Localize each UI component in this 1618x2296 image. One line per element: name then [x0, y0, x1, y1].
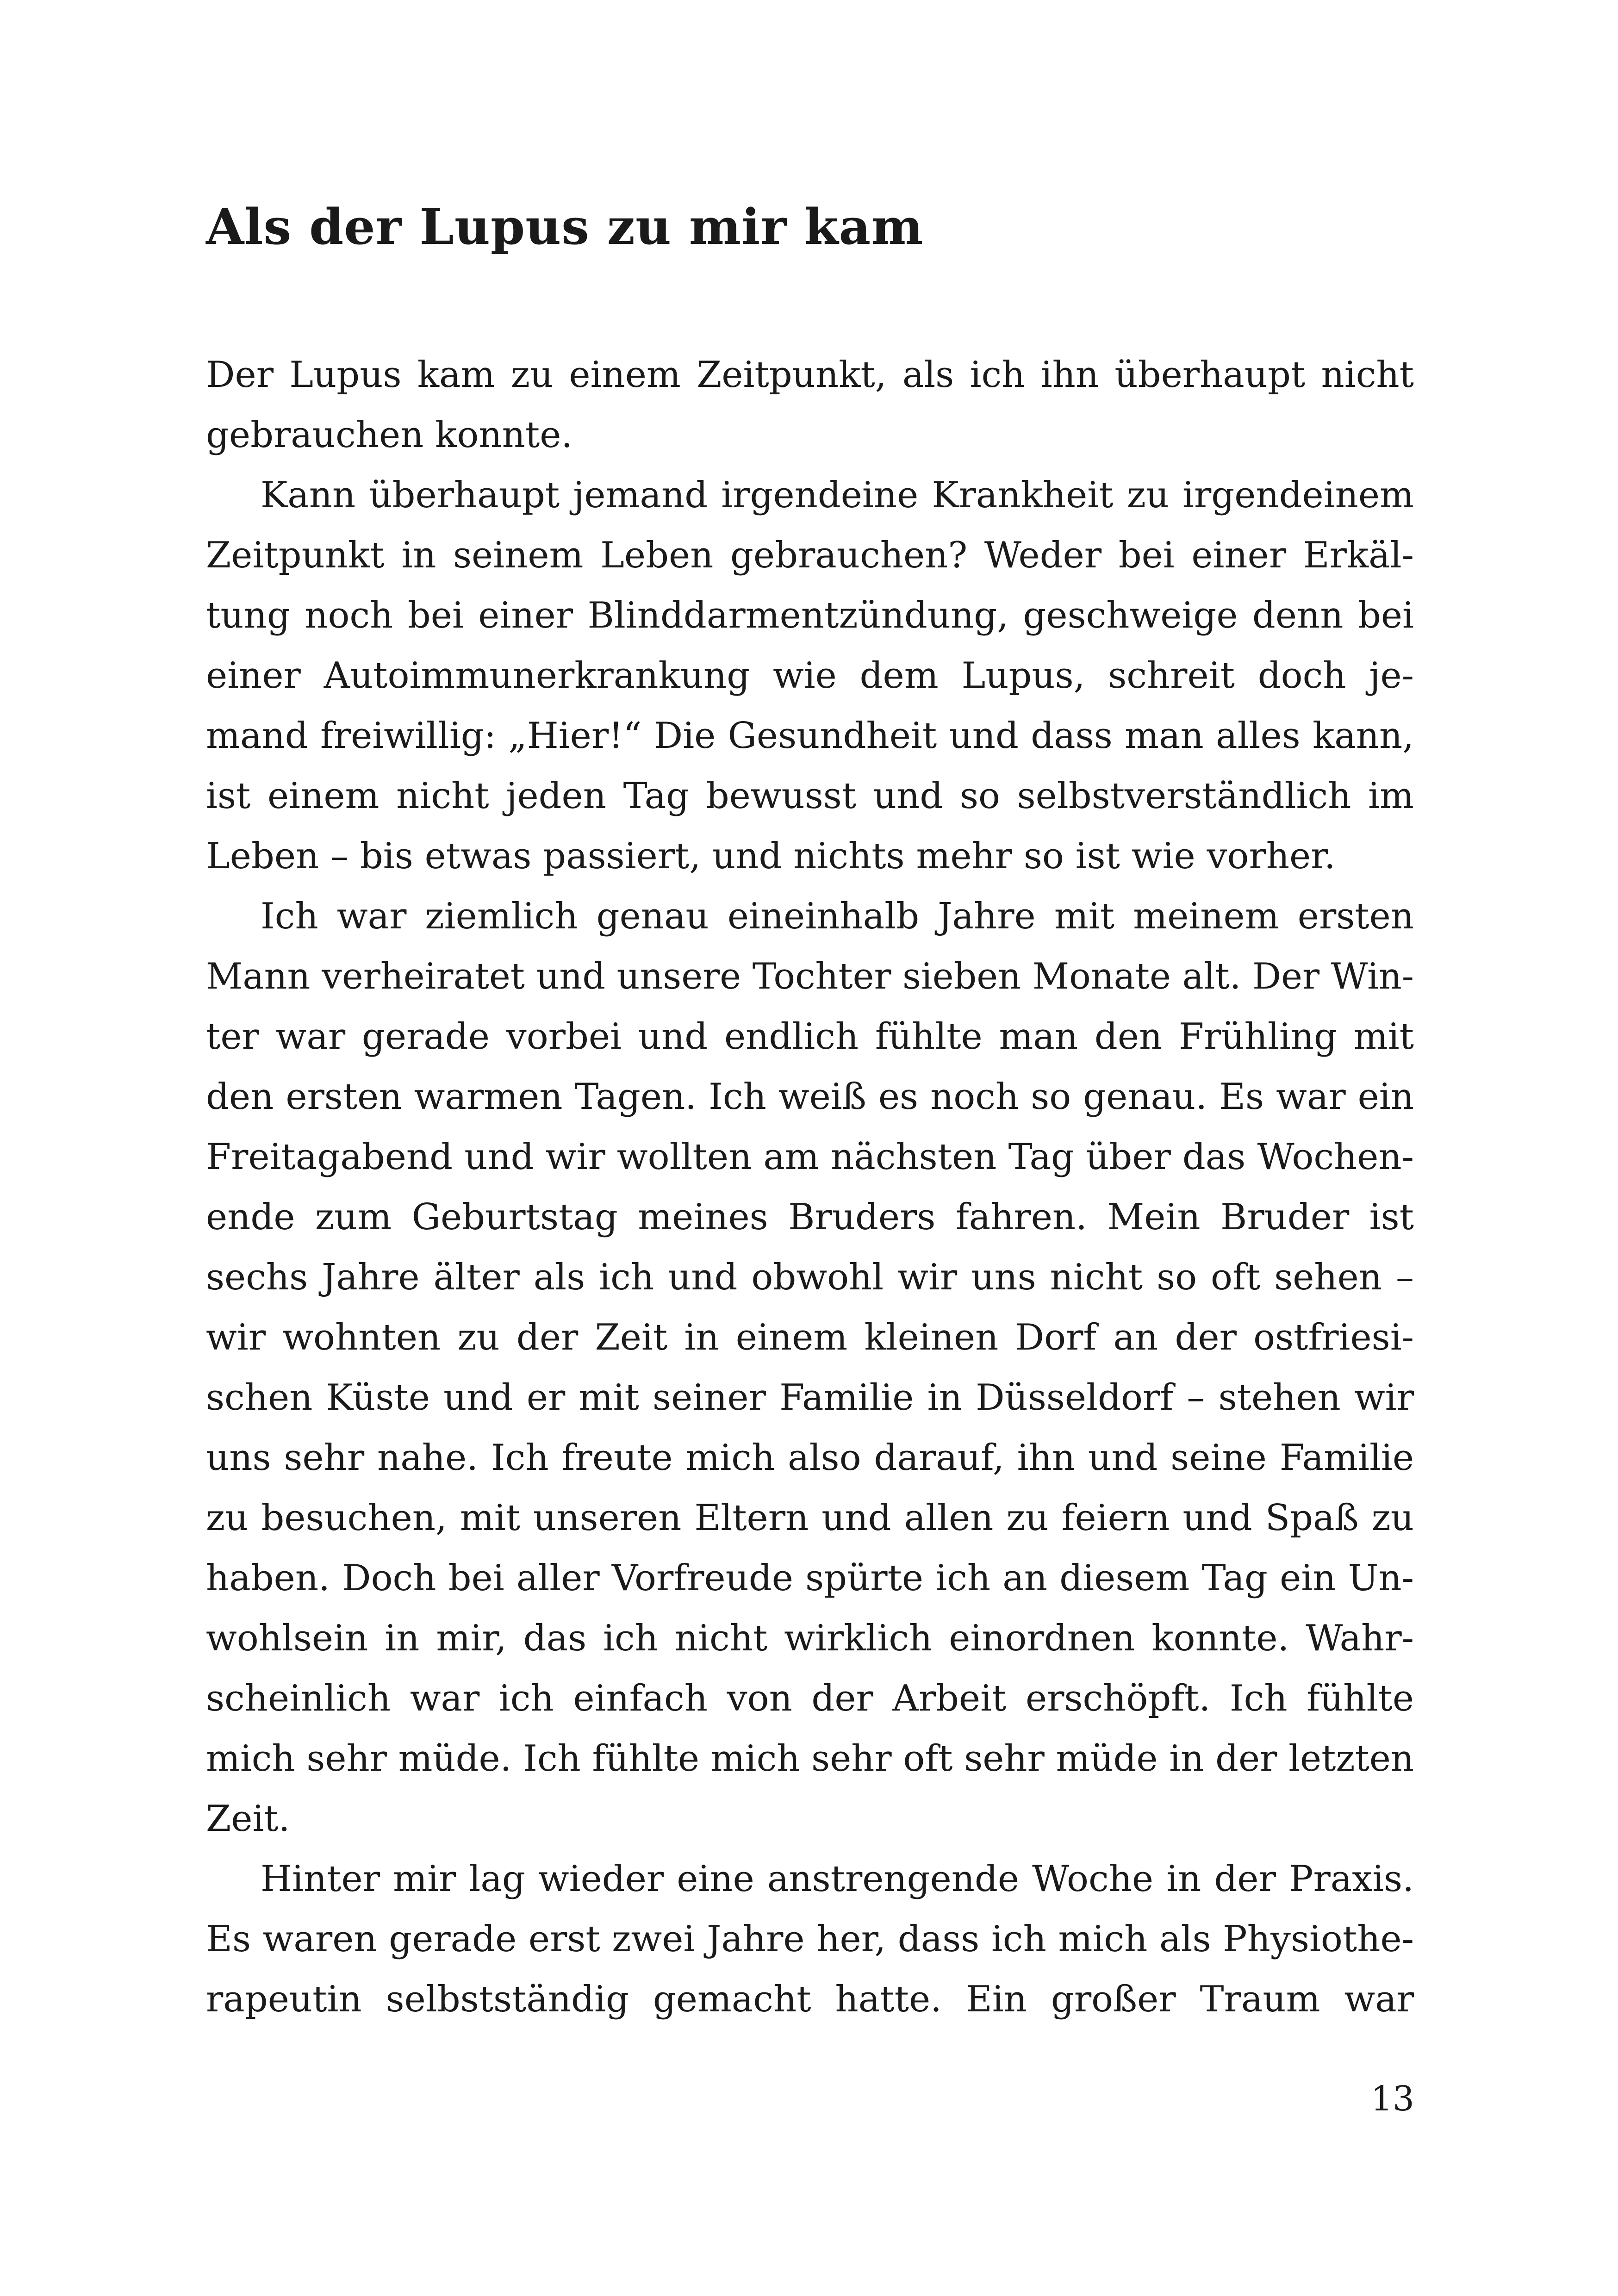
text-line: schen Küste und er mit seiner Familie in Düsseldorf – stehen wir: [206, 1377, 1414, 1419]
paragraph: [206, 1849, 1414, 2029]
chapter-body: [206, 345, 1414, 2029]
paragraph: [206, 886, 1414, 1849]
text-line: tung noch bei einer Blinddarmentzündung, geschweige denn bei: [206, 595, 1414, 636]
text-line: Es waren gerade erst zwei Jahre her, dass ich mich als Physiothe-: [206, 1918, 1414, 1960]
chapter-title: Als der Lupus zu mir kam: [206, 198, 924, 255]
text-line: Leben – bis etwas passiert, und nichts mehr so ist wie vorher.: [206, 835, 1336, 877]
text-line: Hinter mir lag wieder eine anstrengende Woche in der Praxis.: [261, 1858, 1414, 1900]
text-line: Freitagabend und wir wollten am nächsten Tag über das Wochen-: [206, 1136, 1414, 1178]
text-line: zu besuchen, mit unseren Eltern und allen zu feiern und Spaß zu: [206, 1497, 1414, 1539]
text-line: Mann verheiratet und unsere Tochter sieben Monate alt. Der Win-: [206, 956, 1414, 997]
text-line: Zeitpunkt in seinem Leben gebrauchen? Weder bei einer Erkäl-: [206, 535, 1414, 576]
paragraph: [206, 465, 1414, 886]
text-line: sechs Jahre älter als ich und obwohl wir uns nicht so oft sehen –: [206, 1257, 1414, 1298]
text-line: haben. Doch bei aller Vorfreude spürte ich an diesem Tag ein Un-: [206, 1557, 1414, 1599]
text-line: Der Lupus kam zu einem Zeitpunkt, als ich ihn überhaupt nicht: [206, 354, 1414, 396]
text-line: wohlsein in mir, das ich nicht wirklich einordnen konnte. Wahr-: [206, 1618, 1414, 1659]
text-line: den ersten warmen Tagen. Ich weiß es noch so genau. Es war ein: [206, 1076, 1414, 1118]
text-line: wir wohnten zu der Zeit in einem kleinen Dorf an der ostfriesi-: [206, 1317, 1414, 1358]
text-line: mich sehr müde. Ich fühlte mich sehr oft sehr müde in der letzten: [206, 1738, 1414, 1780]
paragraph: [206, 345, 1414, 465]
text-line: scheinlich war ich einfach von der Arbeit erschöpft. Ich fühlte: [206, 1678, 1414, 1719]
text-line: mand freiwillig: „Hier!“ Die Gesundheit und dass man alles kann,: [206, 715, 1414, 757]
text-line: einer Autoimmunerkrankung wie dem Lupus, schreit doch je-: [206, 655, 1414, 697]
text-line: ter war gerade vorbei und endlich fühlte man den Frühling mit: [206, 1016, 1414, 1058]
text-line: Kann überhaupt jemand irgendeine Krankheit zu irgendeinem: [261, 474, 1414, 516]
page-number: 13: [1370, 2079, 1414, 2119]
text-line: rapeutin selbstständig gemacht hatte. Ein großer Traum war: [206, 1979, 1414, 2020]
text-line: gebrauchen konnte.: [206, 414, 573, 456]
text-line: uns sehr nahe. Ich freute mich also darauf, ihn und seine Familie: [206, 1437, 1414, 1479]
text-line: Ich war ziemlich genau eineinhalb Jahre mit meinem ersten: [261, 896, 1414, 937]
text-line: Zeit.: [206, 1798, 290, 1840]
text-line: ist einem nicht jeden Tag bewusst und so selbstverständlich im: [206, 775, 1414, 817]
text-line: ende zum Geburtstag meines Bruders fahren. Mein Bruder ist: [206, 1196, 1414, 1238]
